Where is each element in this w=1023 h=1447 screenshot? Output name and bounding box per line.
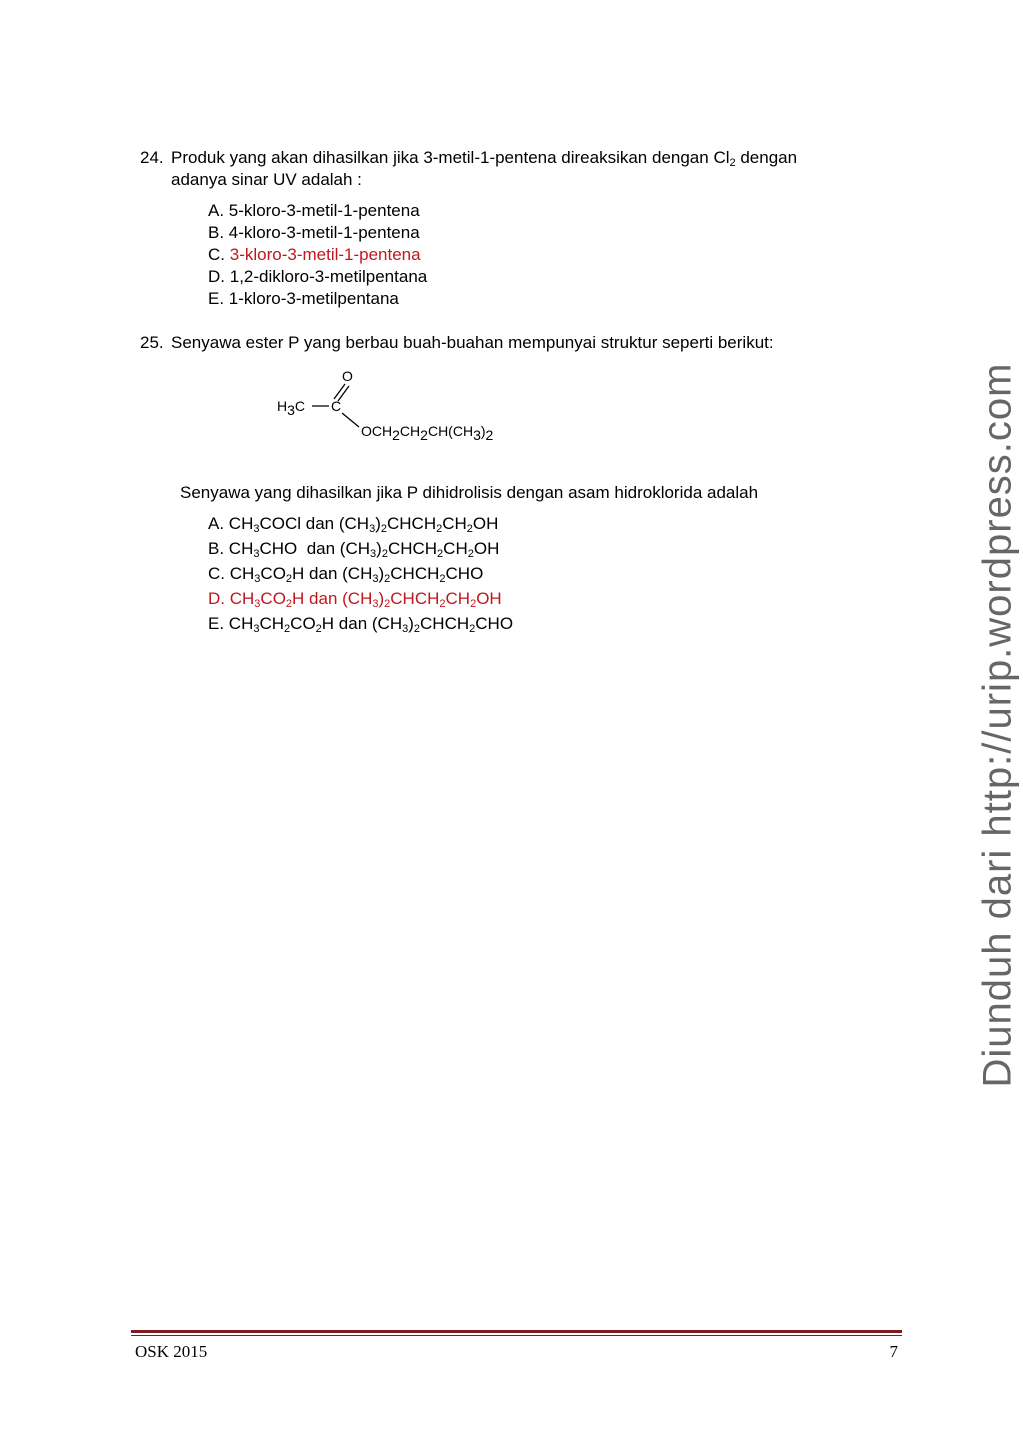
footer-rule-thin	[131, 1335, 902, 1336]
double-bond-line-1	[334, 384, 345, 399]
option-e: E. $CH_3CH_2CO_2H$ dan $(CH_3)_2CHCH_2CHO$	[208, 614, 514, 635]
alkoxy-group: OCH2CH2CH(CH3)2	[361, 423, 494, 443]
option-c: C. 3-kloro-3-metil-1-pentena	[208, 245, 421, 264]
option-e: E. 1-kloro-3-metilpentana	[208, 289, 399, 308]
option-b: B. $CH_3CHO$ dan $(CH_3)_2CHCH_2CH_2OH$	[208, 539, 500, 560]
option-a: A. $CH_3COCl$ dan $(CH_3)_2CHCH_2CH_2OH$	[208, 514, 499, 535]
option-d: D. 1,2-dikloro-3-metilpentana	[208, 267, 428, 286]
question-number: 24.	[140, 148, 164, 167]
option-b: B. 4-kloro-3-metil-1-pentena	[208, 223, 420, 242]
ester-bond	[342, 413, 359, 427]
carbonyl-carbon: C	[331, 398, 342, 414]
carbonyl-oxygen: O	[342, 368, 353, 384]
correct-answer: 3-kloro-3-metil-1-pentena	[229, 245, 421, 264]
watermark: Diunduh dari http://urip.wordpress.com	[975, 362, 1020, 1088]
option-d-correct-answer: D. $CH_3CO_2H$ dan $(CH_3)_2CHCH_2CH_2OH$	[208, 589, 502, 610]
footer-title: OSK 2015	[135, 1342, 208, 1361]
page-number: 7	[889, 1342, 898, 1361]
option-c: C. $CH_3CO_2H$ dan $(CH_3)_2CHCH_2CHO$	[208, 564, 484, 585]
stem-line-1: Produk yang akan dihasilkan jika 3-metil-1-pentena direaksikan dengan $Cl_2$ dengan	[171, 148, 798, 169]
question-stem: Senyawa ester P yang berbau buah-buahan mempunyai struktur seperti berikut:	[171, 333, 774, 352]
question-stem	[171, 147, 891, 191]
ester-structure	[270, 365, 550, 455]
methyl-label: H3C	[277, 398, 306, 418]
question-25-prompt: Senyawa yang dihasilkan jika P dihidrolisis dengan asam hidroklorida adalah	[180, 483, 759, 502]
footer-rule	[131, 1330, 902, 1333]
question-number: 25.	[140, 333, 164, 352]
stem-line-2: adanya sinar UV adalah :	[171, 170, 362, 189]
option-a: A. 5-kloro-3-metil-1-pentena	[208, 201, 420, 220]
